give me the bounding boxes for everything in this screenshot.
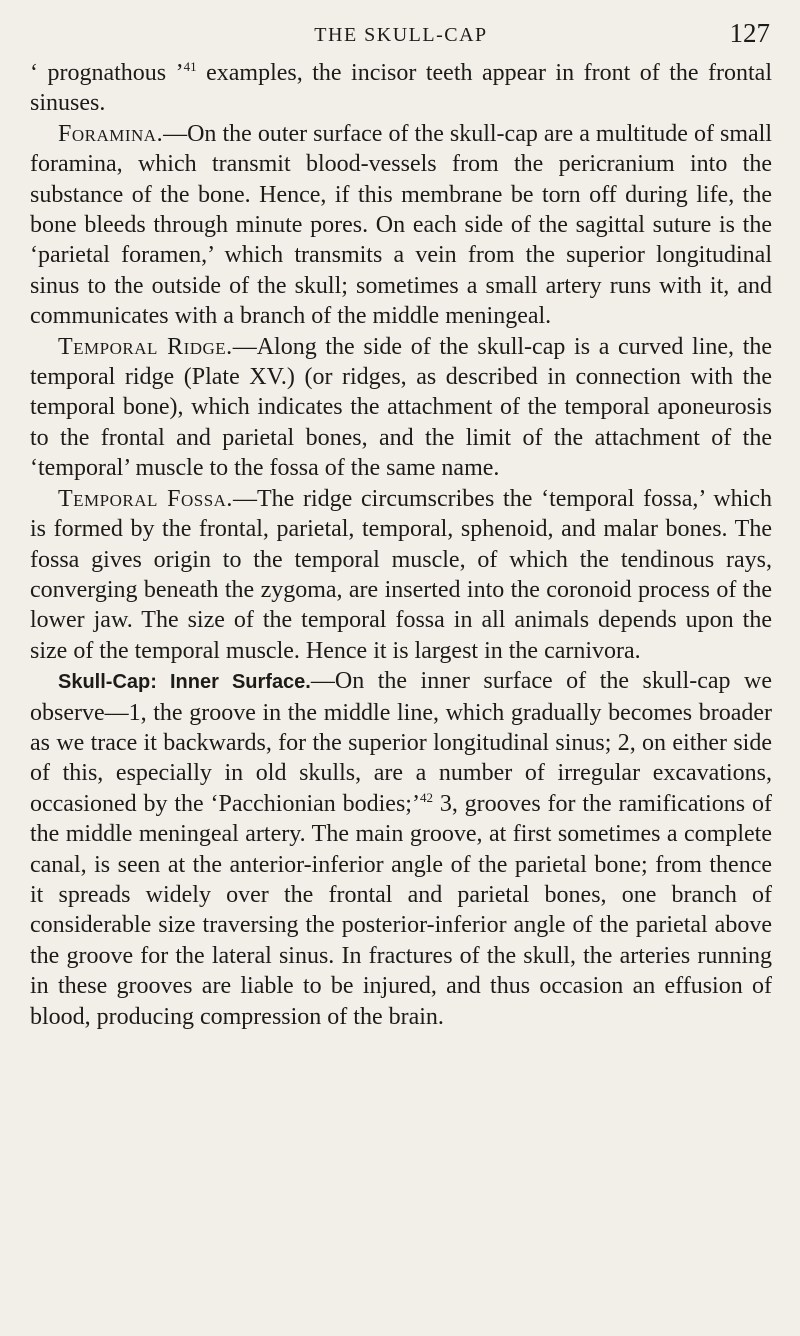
section-heading-inner-surface: Skull-Cap: Inner Surface. (58, 671, 311, 694)
body-text (30, 58, 772, 1032)
section-heading-temporal-ridge: Temporal Ridge. (58, 333, 233, 360)
running-head: THE SKULL-CAP (314, 24, 488, 46)
paragraph-text: —On the outer surface of the skull-cap are a multitude of small foramina, which transmit blood-vessels from the pericranium into the substance of the bone. Hence, if this membrane be torn off during life, the bone bleeds through minute pores. On each side of the sagittal suture is the ‘parietal foramen,’ which transmits a vein from the superior longitudinal sinus to the outside of the skull; sometimes a small artery runs with it, and communicates with a branch of the middle meningeal. (30, 120, 772, 330)
paragraph-prognathous (30, 58, 772, 119)
footnote-ref-42: 42 (419, 789, 433, 805)
paragraph-text: 3, grooves for the ramifications of the middle meningeal artery. The main groove, at first sometimes a complete canal, is seen at the anterior-inferior angle of the parietal bone; from thence it spreads widely over the frontal and parietal bones, one branch of considerable size traversing the posterior-inferior angle of the parietal above the groove for the lateral sinus. In fractures of the skull, the arteries running in these grooves are liable to be injured, and thus occasion an effusion of blood, producing compression of the brain. (30, 790, 772, 1030)
paragraph-text: —The ridge circumscribes the ‘temporal fossa,’ which is formed by the frontal, parietal, temporal, sphenoid, and malar bones. The fossa gives origin to the temporal muscle, of which the tendinous rays, converging beneath the zygoma, are inserted into the coronoid process of the lower jaw. The size of the temporal fossa in all animals depends upon the size of the temporal muscle. Hence it is largest in the carnivora. (30, 485, 773, 664)
section-heading-temporal-fossa: Temporal Fossa. (58, 485, 233, 512)
paragraph-temporal-ridge (30, 332, 772, 484)
page-number: 127 (729, 18, 770, 48)
paragraph-text: —Along the side of the skull-cap is a curved line, the temporal ridge (Plate XV.) (or ridges, as described in connection with the temporal bone), which indicates the attachment of the temporal aponeurosis to the frontal and parietal bones, and the limit of the attachment of the ‘temporal’ muscle to the fossa of the same name. (30, 333, 773, 482)
paragraph-text: —On the inner surface of the skull-cap we observe—1, the groove in the middle line, which gradually becomes broader as we trace it backwards, for the superior longitudinal sinus; 2, on either side of this, especially in old skulls, are a number of irregular excavations, occasioned by the ‘Pacchionian bodies;’ (30, 668, 772, 817)
paragraph-inner-surface (30, 666, 772, 1032)
paragraph-temporal-fossa (30, 484, 772, 666)
page-header (30, 18, 772, 58)
paragraph-text: ‘ prognathous ’ (30, 60, 184, 86)
section-heading-foramina: Foramina. (58, 120, 164, 147)
footnote-ref-41: 41 (183, 59, 197, 74)
paragraph-foramina (30, 119, 772, 332)
paragraph-text: examples, the incisor teeth appear in front of the frontal sinuses. (30, 60, 773, 117)
